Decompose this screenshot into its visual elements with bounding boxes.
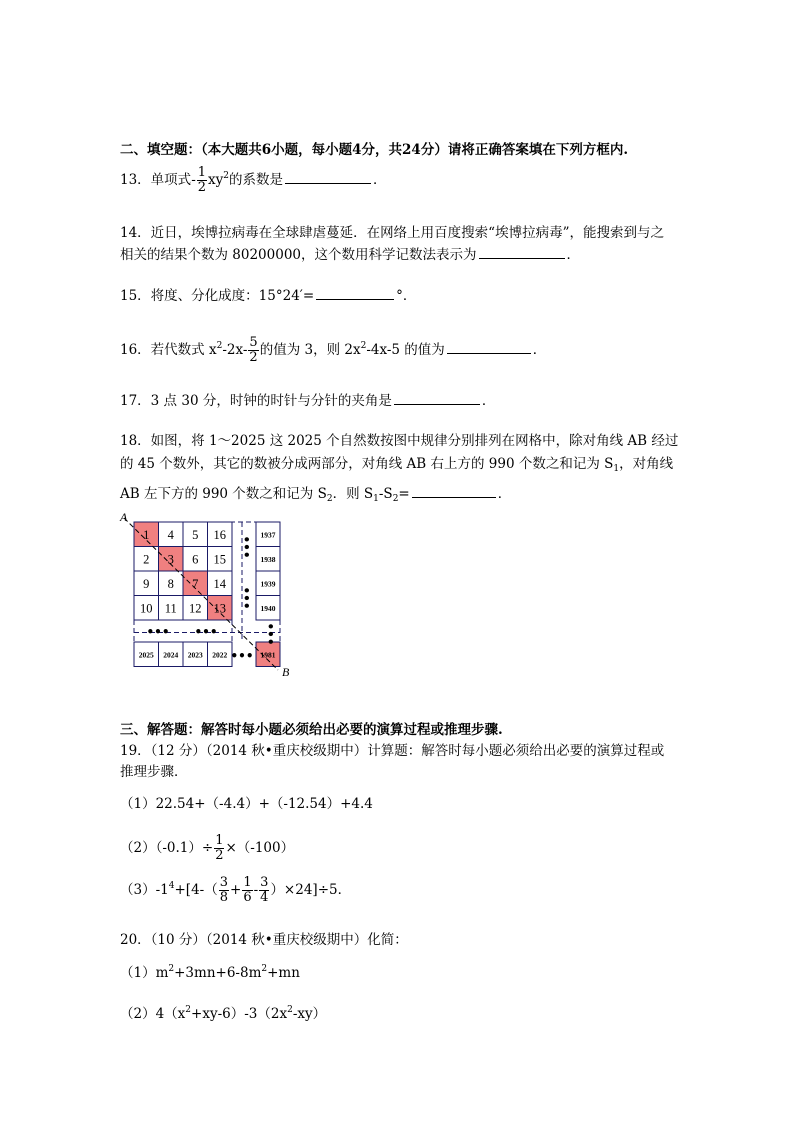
question-19-part-3 (120, 876, 351, 905)
question-19-part-2 (120, 834, 294, 863)
q20-p2-e1: 2 (185, 1005, 192, 1015)
q16-fraction (248, 336, 258, 365)
q14-line2-text: 相关的结果个数为 80200000，这个数用科学记数法表示为 (120, 247, 477, 263)
q20-p1-e1: 2 (168, 964, 175, 974)
grid-number-bottom: 2022 (212, 650, 228, 660)
q18-end: ． (497, 486, 512, 502)
grid-cells (134, 522, 280, 667)
question-18-line-1: 18．如图，将 1～2025 这 2025 个自然数按图中规律分别排列在网格中，除对角线 AB 经过 (120, 433, 679, 449)
q19-p3-n1: 3 (219, 875, 228, 890)
question-18-line-2 (120, 455, 673, 473)
grid-number-bottom: 2025 (138, 650, 154, 660)
q20-p1-a: （1）m (120, 965, 169, 981)
q20-p2-c: -xy） (292, 1006, 327, 1022)
q16-mid-1: -2x- (222, 342, 248, 358)
question-20-part-2 (120, 1005, 326, 1023)
question-14-line-2 (120, 245, 580, 264)
number-grid-figure (116, 512, 306, 680)
grid-number: 10 (140, 601, 153, 616)
q19-p2-num: 1 (215, 833, 224, 848)
q15-text: 15．将度、分化成度：15°24′= (120, 288, 315, 304)
q16-mid-2: 的值为 3，则 2x (259, 342, 361, 358)
q18-sub-2: 2 (326, 494, 333, 504)
question-16 (120, 336, 546, 365)
section-heading-solve: 三、解答题：解答时每小题必须给出必要的演算过程或推理步骤. (120, 722, 503, 738)
answer-blank-14[interactable] (479, 245, 565, 259)
q17-end: ． (481, 393, 496, 409)
question-15 (120, 286, 416, 305)
q19-p3-d3: 4 (260, 890, 269, 905)
q20-p2-b: +xy-6）-3（2x (191, 1006, 288, 1022)
ellipsis-horizontal: ••• (194, 625, 218, 639)
q19-p3-frac-1 (219, 876, 229, 905)
question-20-line-1: 20．（10 分）（2014 秋•重庆校级期中）化简： (120, 932, 408, 948)
q13-text: 13．单项式 (120, 172, 192, 188)
q17-text: 17．3 点 30 分，时钟的时针与分针的夹角是 (120, 393, 392, 409)
q13-frac-num: 1 (197, 165, 207, 180)
section-heading-fill-in: 二、填空题：（本大题共6小题，每小题4分，共24分）请将正确答案填在下列方框内. (120, 142, 629, 158)
q20-p1-c: +mn (267, 965, 300, 981)
q13-minus: - (191, 172, 196, 188)
answer-blank-18[interactable] (412, 484, 496, 498)
q18-line3-mid: ．则 S (332, 486, 374, 502)
answer-blank-17[interactable] (394, 391, 480, 405)
q20-p2-a: （2）4（x (120, 1006, 186, 1022)
q19-p3-text: （3）-1 (120, 882, 169, 898)
q18-sub-1: 1 (613, 464, 620, 474)
grid-number: 9 (143, 576, 150, 591)
q18-line3-text: AB 左下方的 990 个数之和记为 S (120, 486, 327, 502)
grid-number: 11 (164, 601, 177, 616)
q19-p2-den: 2 (215, 848, 224, 863)
q14-end: ． (566, 247, 581, 263)
q19-p2-fraction (214, 834, 224, 863)
q19-p2-text: （2）（-0.1）÷ (120, 840, 214, 856)
grid-number: 16 (213, 527, 226, 542)
grid-number: 3 (167, 552, 174, 567)
grid-number: 5 (192, 527, 199, 542)
grid-number: 13 (213, 601, 226, 616)
q18-line2-text: 的 45 个数外，其它的数被分成两部分，对角线 AB 右上方的 990 个数之和记为 S (120, 456, 614, 472)
q15-end: °． (396, 288, 417, 304)
grid-number-right: 1940 (260, 603, 276, 613)
q13-exp: 2 (223, 171, 230, 181)
q20-p1-e2: 2 (261, 964, 268, 974)
q13-frac-den: 2 (197, 180, 207, 195)
q19-p3-d2: 6 (243, 890, 252, 905)
q18-line3-eq: = (398, 486, 410, 502)
grid-number-bottom: 2024 (163, 650, 179, 660)
grid-number: 8 (167, 576, 174, 591)
question-17 (120, 391, 495, 410)
q19-p3-mid: +[4-（ (174, 882, 218, 898)
answer-blank-15[interactable] (316, 286, 394, 300)
q19-p3-n3: 3 (260, 875, 269, 890)
ellipsis-horizontal: ••• (146, 625, 170, 639)
ellipsis-vertical: ••• (239, 586, 253, 610)
q16-end: ． (532, 342, 547, 358)
ellipsis-vertical: ••• (263, 622, 277, 646)
q18-line3-minus: -S (378, 486, 393, 502)
q16-exp-2: 2 (360, 341, 367, 351)
q18-line2-end: ，对角线 (619, 456, 674, 472)
q16-text: 16．若代数式 x (120, 342, 217, 358)
q19-p3-exp: 4 (168, 881, 175, 891)
grid-number: 4 (167, 527, 174, 542)
question-14-line-1: 14．近日，埃博拉病毒在全球肆虐蔓延．在网络上用百度搜索“埃博拉病毒”，能搜索到与之 (120, 225, 664, 241)
q19-p3-frac-3 (259, 876, 269, 905)
grid-number-right: 1938 (260, 554, 276, 564)
q20-p1-b: +3mn+6-8m (174, 965, 262, 981)
q16-frac-num: 5 (249, 335, 258, 350)
answer-blank-13[interactable] (285, 170, 371, 184)
q19-p3-post: ）×24]÷5． (270, 882, 352, 898)
q13-fraction (197, 166, 207, 195)
label-a: A (120, 512, 128, 524)
ellipsis-horizontal: ••• (230, 649, 254, 663)
q19-p3-op2: - (253, 882, 259, 898)
q20-p2-e2: 2 (287, 1005, 293, 1015)
grid-number: 14 (213, 576, 226, 591)
q19-p3-frac-2 (242, 876, 252, 905)
grid-number: 2 (143, 552, 150, 567)
label-b: B (282, 665, 290, 679)
q16-frac-den: 2 (249, 350, 258, 365)
grid-number: 15 (213, 552, 226, 567)
q19-p2-post: ×（-100） (225, 840, 295, 856)
answer-blank-16[interactable] (447, 340, 531, 354)
grid-number: 1 (143, 527, 150, 542)
q19-p3-d1: 8 (219, 890, 228, 905)
grid-number: 7 (192, 576, 199, 591)
q16-exp-1: 2 (216, 341, 223, 351)
grid-number-corner: 1981 (260, 650, 276, 660)
question-19-line-1: 19．（12 分）（2014 秋•重庆校级期中）计算题：解答时每小题必须给出必要的演算过程或 (120, 743, 665, 759)
grid-number-right: 1939 (260, 579, 276, 589)
grid-number: 12 (189, 601, 202, 616)
question-18-line-3 (120, 484, 511, 503)
q13-post: 的系数是 (229, 172, 284, 188)
grid-number-right: 1937 (260, 530, 276, 540)
q19-p3-n2: 1 (243, 875, 252, 890)
q13-end: ． (373, 172, 387, 188)
q16-mid-3: -4x-5 的值为 (366, 342, 445, 358)
q19-p3-op1: + (230, 882, 242, 898)
question-13 (120, 166, 387, 195)
q18-sub-4: 2 (392, 494, 399, 504)
grid-number: 6 (192, 552, 199, 567)
q13-expr: xy (208, 172, 224, 188)
ellipsis-vertical: ••• (239, 535, 253, 559)
grid-number-bottom: 2023 (187, 650, 203, 660)
question-19-part-1: （1）22.54+（-4.4）+（-12.54）+4.4 (120, 796, 373, 812)
question-19-line-2: 推理步骤． (120, 764, 188, 780)
q18-sub-3: 1 (373, 494, 379, 504)
question-20-part-1 (120, 964, 300, 982)
